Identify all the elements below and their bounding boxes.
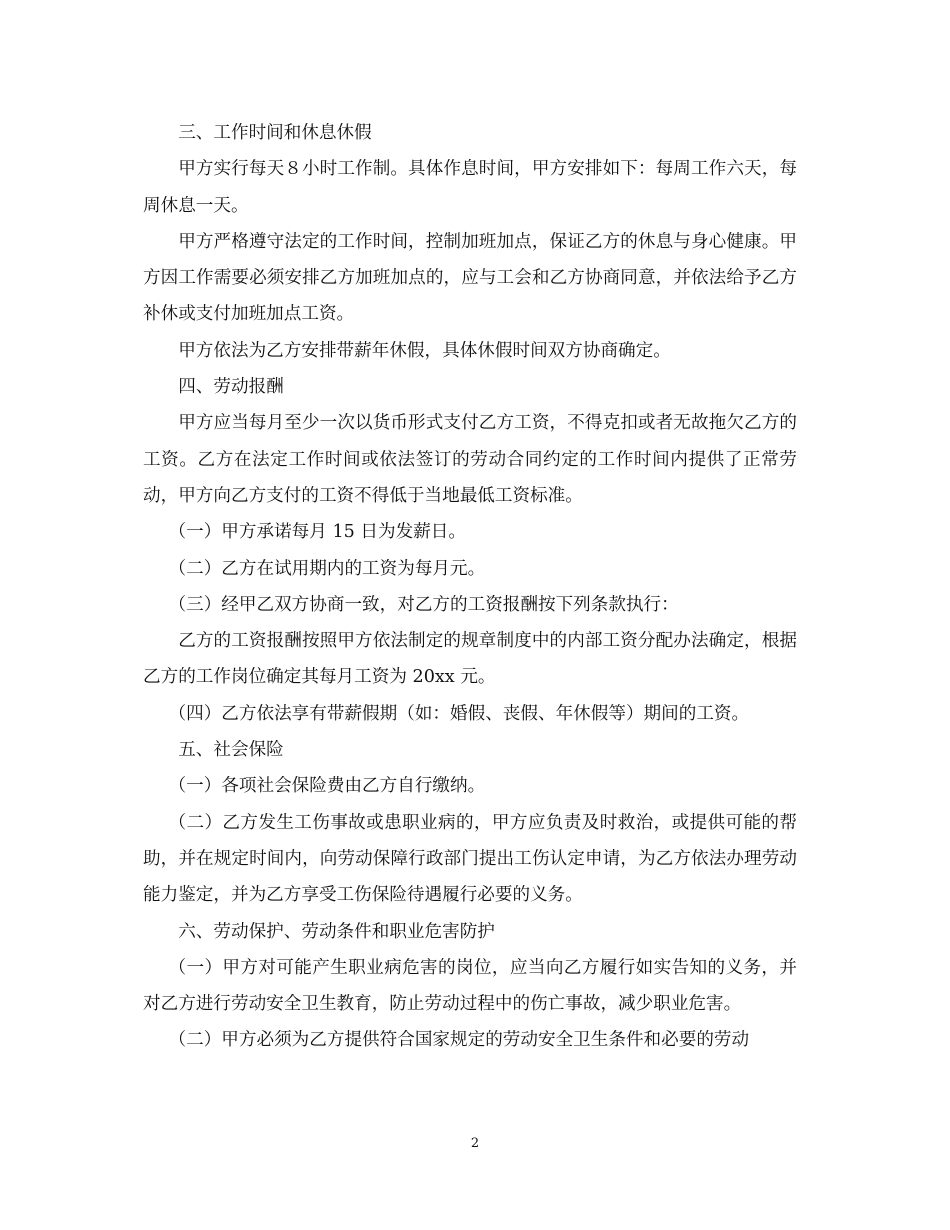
section-heading-labor-protection: 六、劳动保护、劳动条件和职业危害防护 <box>178 921 495 942</box>
list-item: （二）甲方必须为乙方提供符合国家规定的劳动安全卫生条件和必要的劳动 <box>168 1030 750 1051</box>
paragraph: 乙方的工资报酬按照甲方依法制定的规章制度中的内部工资分配办法确定，根据乙方的工作岗位确定其每月工资为 20xx 元。 <box>143 631 797 688</box>
paragraph: 甲方依法为乙方安排带薪年休假，具体休假时间双方协商确定。 <box>178 340 671 361</box>
list-item: （一）各项社会保险费由乙方自行缴纳。 <box>168 776 486 797</box>
section-heading-remuneration: 四、劳动报酬 <box>178 377 284 398</box>
list-item: （四）乙方依法享有带薪假期（如：婚假、丧假、年休假等）期间的工资。 <box>168 703 750 724</box>
list-item: （三）经甲乙双方协商一致，对乙方的工资报酬按下列条款执行： <box>168 594 679 615</box>
paragraph: 甲方严格遵守法定的工作时间，控制加班加点，保证乙方的休息与身心健康。甲方因工作需要必须安排乙方加班加点的，应与工会和乙方协商同意，并依法给予乙方补休或支付加班加点工资。 <box>143 231 797 325</box>
section-heading-social-insurance: 五、社会保险 <box>178 740 284 761</box>
paragraph: 甲方实行每天８小时工作制。具体作息时间，甲方安排如下：每周工作六天，每周休息一天。 <box>143 159 797 216</box>
page-number: 2 <box>470 1136 480 1151</box>
list-item: （二）乙方在试用期内的工资为每月元。 <box>168 558 486 579</box>
list-item: （一）甲方对可能产生职业病危害的岗位，应当向乙方履行如实告知的义务，并对乙方进行劳动安全卫生教育，防止劳动过程中的伤亡事故，减少职业危害。 <box>143 957 797 1015</box>
document-body <box>143 115 797 1059</box>
paragraph: 甲方应当每月至少一次以货币形式支付乙方工资，不得克扣或者无故拖欠乙方的工资。乙方在法定工作时间或依法签订的劳动合同约定的工作时间内提供了正常劳动，甲方向乙方支付的工资不得低于当地最低工资标准。 <box>143 413 797 506</box>
list-item: （一）甲方承诺每月 15 日为发薪日。 <box>168 522 466 543</box>
section-heading-work-hours: 三、工作时间和休息休假 <box>178 123 372 143</box>
list-item: （二）乙方发生工伤事故或患职业病的，甲方应负责及时救治，或提供可能的帮助，并在规定时间内，向劳动保障行政部门提出工伤认定申请，为乙方依法办理劳动能力鉴定，并为乙方享受工伤保险待遇履行必要的义务。 <box>143 812 797 906</box>
